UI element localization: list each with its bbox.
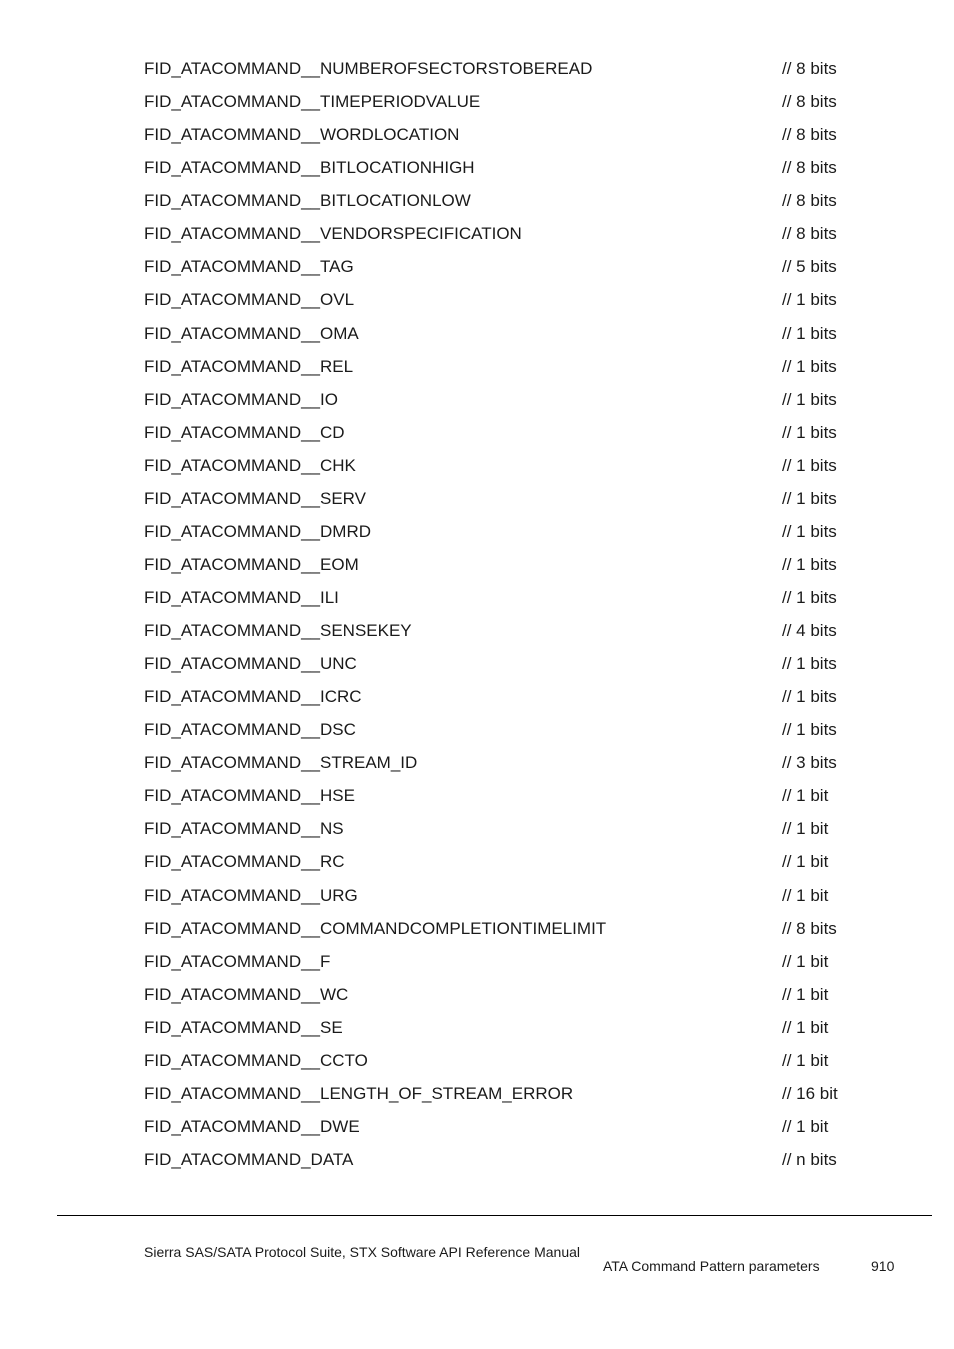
parameter-name: FID_ATACOMMAND__ICRC (144, 687, 362, 707)
parameter-row (0, 1050, 954, 1083)
parameter-row (0, 620, 954, 653)
parameter-name: FID_ATACOMMAND__BITLOCATIONHIGH (144, 158, 475, 178)
parameter-row (0, 91, 954, 124)
parameter-bit-width: // 1 bits (782, 687, 837, 707)
parameter-name: FID_ATACOMMAND__UNC (144, 654, 357, 674)
parameter-name: FID_ATACOMMAND__OMA (144, 323, 359, 343)
parameter-name: FID_ATACOMMAND__CD (144, 422, 345, 442)
parameter-row (0, 686, 954, 719)
parameter-bit-width: // 1 bits (782, 521, 837, 541)
parameter-name: FID_ATACOMMAND__LENGTH_OF_STREAM_ERROR (144, 1083, 574, 1103)
parameter-row (0, 289, 954, 322)
parameter-name: FID_ATACOMMAND__IO (144, 389, 338, 409)
parameter-bit-width: // 1 bits (782, 356, 837, 376)
parameter-bit-width: // 1 bits (782, 290, 837, 310)
parameter-bit-width: // 8 bits (782, 224, 837, 244)
parameter-bit-width: // 1 bits (782, 554, 837, 574)
parameter-name: FID_ATACOMMAND__VENDORSPECIFICATION (144, 224, 522, 244)
footer-divider (57, 1215, 932, 1216)
parameter-bit-width: // 16 bit (782, 1083, 838, 1103)
parameter-bit-width: // 1 bits (782, 720, 837, 740)
parameter-name: FID_ATACOMMAND__OVL (144, 290, 355, 310)
parameter-row (0, 389, 954, 422)
parameter-row (0, 752, 954, 785)
parameter-row (0, 488, 954, 521)
footer-manual-title: Sierra SAS/SATA Protocol Suite, STX Software API Reference Manual (144, 1244, 581, 1260)
parameter-bit-width: // 8 bits (782, 191, 837, 211)
parameter-bit-width: // 1 bit (782, 786, 829, 806)
parameter-row (0, 1017, 954, 1050)
parameter-bit-width: // 1 bits (782, 422, 837, 442)
parameter-row (0, 1083, 954, 1116)
parameter-bit-width: // 1 bit (782, 819, 829, 839)
parameter-bit-width: // 1 bit (782, 951, 829, 971)
parameter-name: FID_ATACOMMAND_DATA (144, 1150, 354, 1169)
parameter-name: FID_ATACOMMAND__HSE (144, 786, 355, 806)
parameter-row (0, 256, 954, 289)
parameter-row (0, 1149, 954, 1182)
parameter-bit-width: // 1 bit (782, 1116, 829, 1136)
parameter-name: FID_ATACOMMAND__WORDLOCATION (144, 125, 460, 145)
parameter-bit-width: // n bits (782, 1150, 837, 1169)
parameter-name: FID_ATACOMMAND__SERV (144, 488, 366, 508)
parameter-bit-width: // 3 bits (782, 753, 837, 773)
parameter-bit-width: // 1 bits (782, 323, 837, 343)
parameter-row (0, 124, 954, 157)
parameter-name: FID_ATACOMMAND__EOM (144, 554, 359, 574)
parameter-name: FID_ATACOMMAND__CCTO (144, 1050, 368, 1070)
parameter-name: FID_ATACOMMAND__CHK (144, 455, 356, 475)
parameter-row (0, 785, 954, 818)
parameter-name: FID_ATACOMMAND__DWE (144, 1116, 360, 1136)
parameter-row (0, 719, 954, 752)
parameter-bit-width: // 8 bits (782, 59, 837, 78)
parameter-row (0, 157, 954, 190)
parameter-bit-width: // 8 bits (782, 92, 837, 112)
parameter-bit-width: // 1 bits (782, 588, 837, 607)
parameter-row (0, 653, 954, 686)
parameter-bit-width: // 5 bits (782, 257, 837, 277)
parameter-name: FID_ATACOMMAND__URG (144, 885, 358, 905)
parameter-bit-width: // 1 bits (782, 389, 837, 409)
parameter-row (0, 554, 954, 587)
parameter-name: FID_ATACOMMAND__RC (144, 852, 345, 872)
parameter-name: FID_ATACOMMAND__NUMBEROFSECTORSTOBEREAD (144, 59, 593, 78)
parameter-row (0, 984, 954, 1017)
parameter-bit-width: // 8 bits (782, 125, 837, 145)
parameter-name: FID_ATACOMMAND__REL (144, 356, 354, 376)
parameter-name: FID_ATACOMMAND__COMMANDCOMPLETIONTIMELIMIT (144, 918, 607, 938)
parameter-name: FID_ATACOMMAND__BITLOCATIONLOW (144, 191, 471, 211)
footer-section-title: ATA Command Pattern parameters (603, 1258, 820, 1274)
parameter-bit-width: // 4 bits (782, 621, 837, 640)
parameter-name: FID_ATACOMMAND__TIMEPERIODVALUE (144, 92, 481, 112)
parameter-row (0, 223, 954, 256)
parameter-name: FID_ATACOMMAND__TAG (144, 257, 354, 277)
parameter-row (0, 818, 954, 851)
parameter-name: FID_ATACOMMAND__NS (144, 819, 344, 839)
parameter-row (0, 190, 954, 223)
parameter-row (0, 323, 954, 356)
parameter-bit-width: // 1 bit (782, 852, 829, 872)
parameter-row (0, 58, 954, 91)
parameter-row (0, 455, 954, 488)
parameter-row (0, 1116, 954, 1149)
parameter-bit-width: // 1 bits (782, 455, 837, 475)
parameter-name: FID_ATACOMMAND__SE (144, 1017, 343, 1037)
parameter-bit-width: // 8 bits (782, 918, 837, 938)
parameter-bit-width: // 1 bit (782, 984, 829, 1004)
parameter-row (0, 885, 954, 918)
parameter-row (0, 587, 954, 620)
parameter-row (0, 851, 954, 884)
parameter-bit-width: // 1 bits (782, 654, 837, 674)
parameter-row (0, 918, 954, 951)
parameter-name: FID_ATACOMMAND__F (144, 951, 331, 971)
parameter-name: FID_ATACOMMAND__SENSEKEY (144, 621, 412, 640)
parameter-row (0, 521, 954, 554)
footer-page-number: 910 (871, 1258, 895, 1274)
parameter-row (0, 422, 954, 455)
parameter-name: FID_ATACOMMAND__WC (144, 984, 349, 1004)
parameter-name: FID_ATACOMMAND__ILI (144, 588, 339, 607)
parameter-bit-width: // 1 bit (782, 1050, 829, 1070)
parameter-name: FID_ATACOMMAND__DMRD (144, 521, 371, 541)
parameter-bit-width: // 1 bits (782, 488, 837, 508)
parameter-name: FID_ATACOMMAND__STREAM_ID (144, 753, 418, 773)
parameter-row (0, 951, 954, 984)
parameter-name: FID_ATACOMMAND__DSC (144, 720, 356, 740)
parameter-bit-width: // 1 bit (782, 1017, 829, 1037)
parameter-bit-width: // 1 bit (782, 885, 829, 905)
parameter-bit-width: // 8 bits (782, 158, 837, 178)
parameter-row (0, 356, 954, 389)
